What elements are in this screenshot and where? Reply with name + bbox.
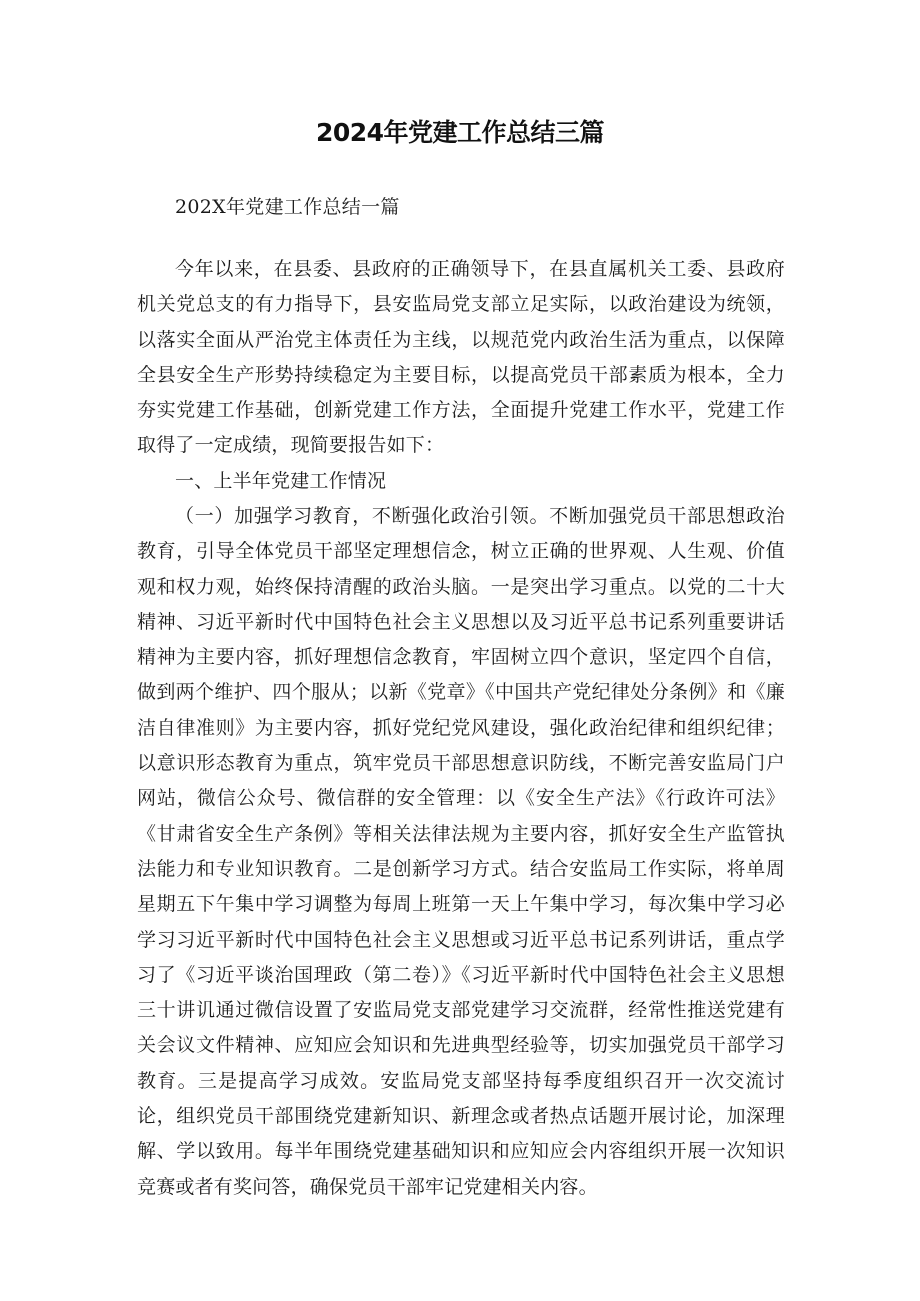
section-paragraph: （一）加强学习教育，不断强化政治引领。不断加强党员干部思想政治教育，引导全体党员干部坚定理想信念，树立正确的世界观、人生观、价值观和权力观，始终保持清醒的政治头脑。一是突出学习重点。以党的二十大精神、习近平新时代中国特色社会主义思想以及习近平总书记系列重要讲话精神为主要内容，抓好理想信念教育，牢固树立四个意识，坚定四个自信，做到两个维护、四个服从；以新《党章》《中国共产党纪律处分条例》和《廉洁自律准则》为主要内容，抓好党纪党风建设，强化政治纪律和组织纪律；以意识形态教育为重点，筑牢党员干部思想意识防线，不断完善安监局门户网站，微信公众号、微信群的安全管理：以《安全生产法》《行政许可法》《甘肃省安全生产条例》等相关法律法规为主要内容，抓好安全生产监管执法能力和专业知识教育。二是创新学习方式。结合安监局工作实际，将单周星期五下午集中学习调整为每周上班第一天上午集中学习，每次集中学习必学习习近平新时代中国特色社会主义思想或习近平总书记系列讲话，重点学习了《习近平谈治国理政（第二卷）》《习近平新时代中国特色社会主义思想三十讲讥通过微信设置了安监局党支部党建学习交流群，经常性推送党建有关会议文件精神、应知应会知识和先进典型经验等，切实加强党员干部学习教育。三是提高学习成效。安监局党支部坚持每季度组织召开一次交流讨论，组织党员干部围绕党建新知识、新理念或者热点话题开展讨论，加深理解、学以致用。每半年围绕党建基础知识和应知应会内容组织开展一次知识竞赛或者有奖问答，确保党员干部牢记党建相关内容。 <box>137 505 785 1198</box>
document-subtitle: 202X年党建工作总结一篇 <box>175 196 400 218</box>
section-heading: 一、上半年党建工作情况 <box>175 470 387 492</box>
intro-paragraph: 今年以来，在县委、县政府的正确领导下，在县直属机关工委、县政府机关党总支的有力指导下，县安监局党支部立足实际，以政治建设为统领，以落实全面从严治党主体责任为主线，以规范党内政治生活为重点，以保障全县安全生产形势持续稳定为主要目标，以提高党员干部素质为根本，全力夯实党建工作基础，创新党建工作方法，全面提升党建工作水平，党建工作取得了一定成绩，现简要报告如下： <box>137 258 785 457</box>
document-title: 2024年党建工作总结三篇 <box>315 118 605 147</box>
